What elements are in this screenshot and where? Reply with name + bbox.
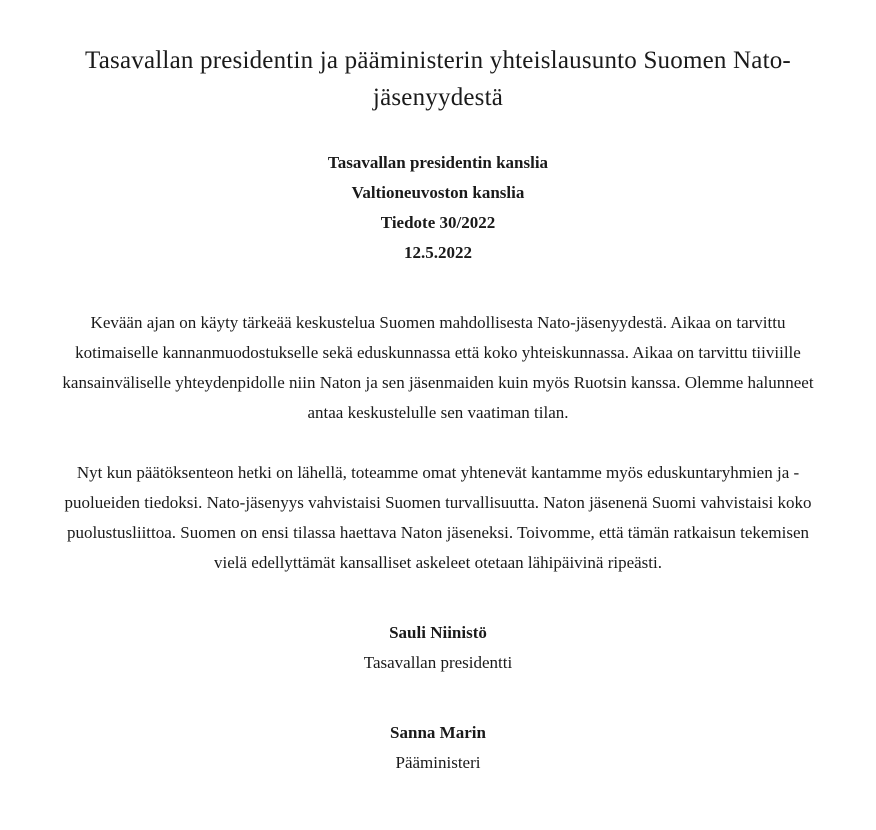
signature-block-president: [56, 618, 820, 678]
header-line-organization-2: Valtioneuvoston kanslia: [351, 183, 525, 202]
signature-block-prime-minister: [56, 718, 820, 778]
document-header-block: [56, 148, 820, 268]
signature-name-prime-minister: Sanna Marin: [390, 723, 486, 742]
header-line-bulletin-number: Tiedote 30/2022: [380, 213, 496, 232]
signature-title-prime-minister: Pääministeri: [395, 753, 481, 772]
signature-title-president: Tasavallan presidentti: [363, 653, 513, 672]
signature-name-president: Sauli Niinistö: [389, 623, 487, 642]
header-line-date: 12.5.2022: [404, 243, 472, 262]
header-line-organization-1: Tasavallan presidentin kanslia: [327, 153, 549, 172]
paragraph-1: Kevään ajan on käyty tärkeää keskustelua Suomen mahdollisesta Nato-jäsenyydestä. Aikaa on tarvittu kotimaiselle kannanmuodostukselle sekä eduskunnassa että koko yhteiskunnassa. Aikaa on tarvittu tiiviille kansainväliselle yhteydenpidolle niin Naton ja sen jäsenmaiden kuin myös Ruotsin kanssa. Olemme halunneet antaa keskustelulle sen vaatiman tilan.: [62, 313, 814, 422]
document-title: Tasavallan presidentin ja pääministerin yhteislausunto Suomen Nato-jäsenyydestä: [85, 47, 791, 111]
paragraph-2: Nyt kun päätöksenteon hetki on lähellä, toteamme omat yhtenevät kantamme myös eduskuntaryhmien ja -puolueiden tiedoksi. Nato-jäsenyys vahvistaisi Suomen turvallisuutta. Naton jäsenenä Suomi vahvistaisi koko puolustusliittoa. Suomen on ensi tilassa haettava Naton jäseneksi. Toivomme, että tämän ratkaisun tekemisen vielä edellyttämät kansalliset askeleet otetaan lähipäivinä ripeästi.: [64, 463, 812, 572]
